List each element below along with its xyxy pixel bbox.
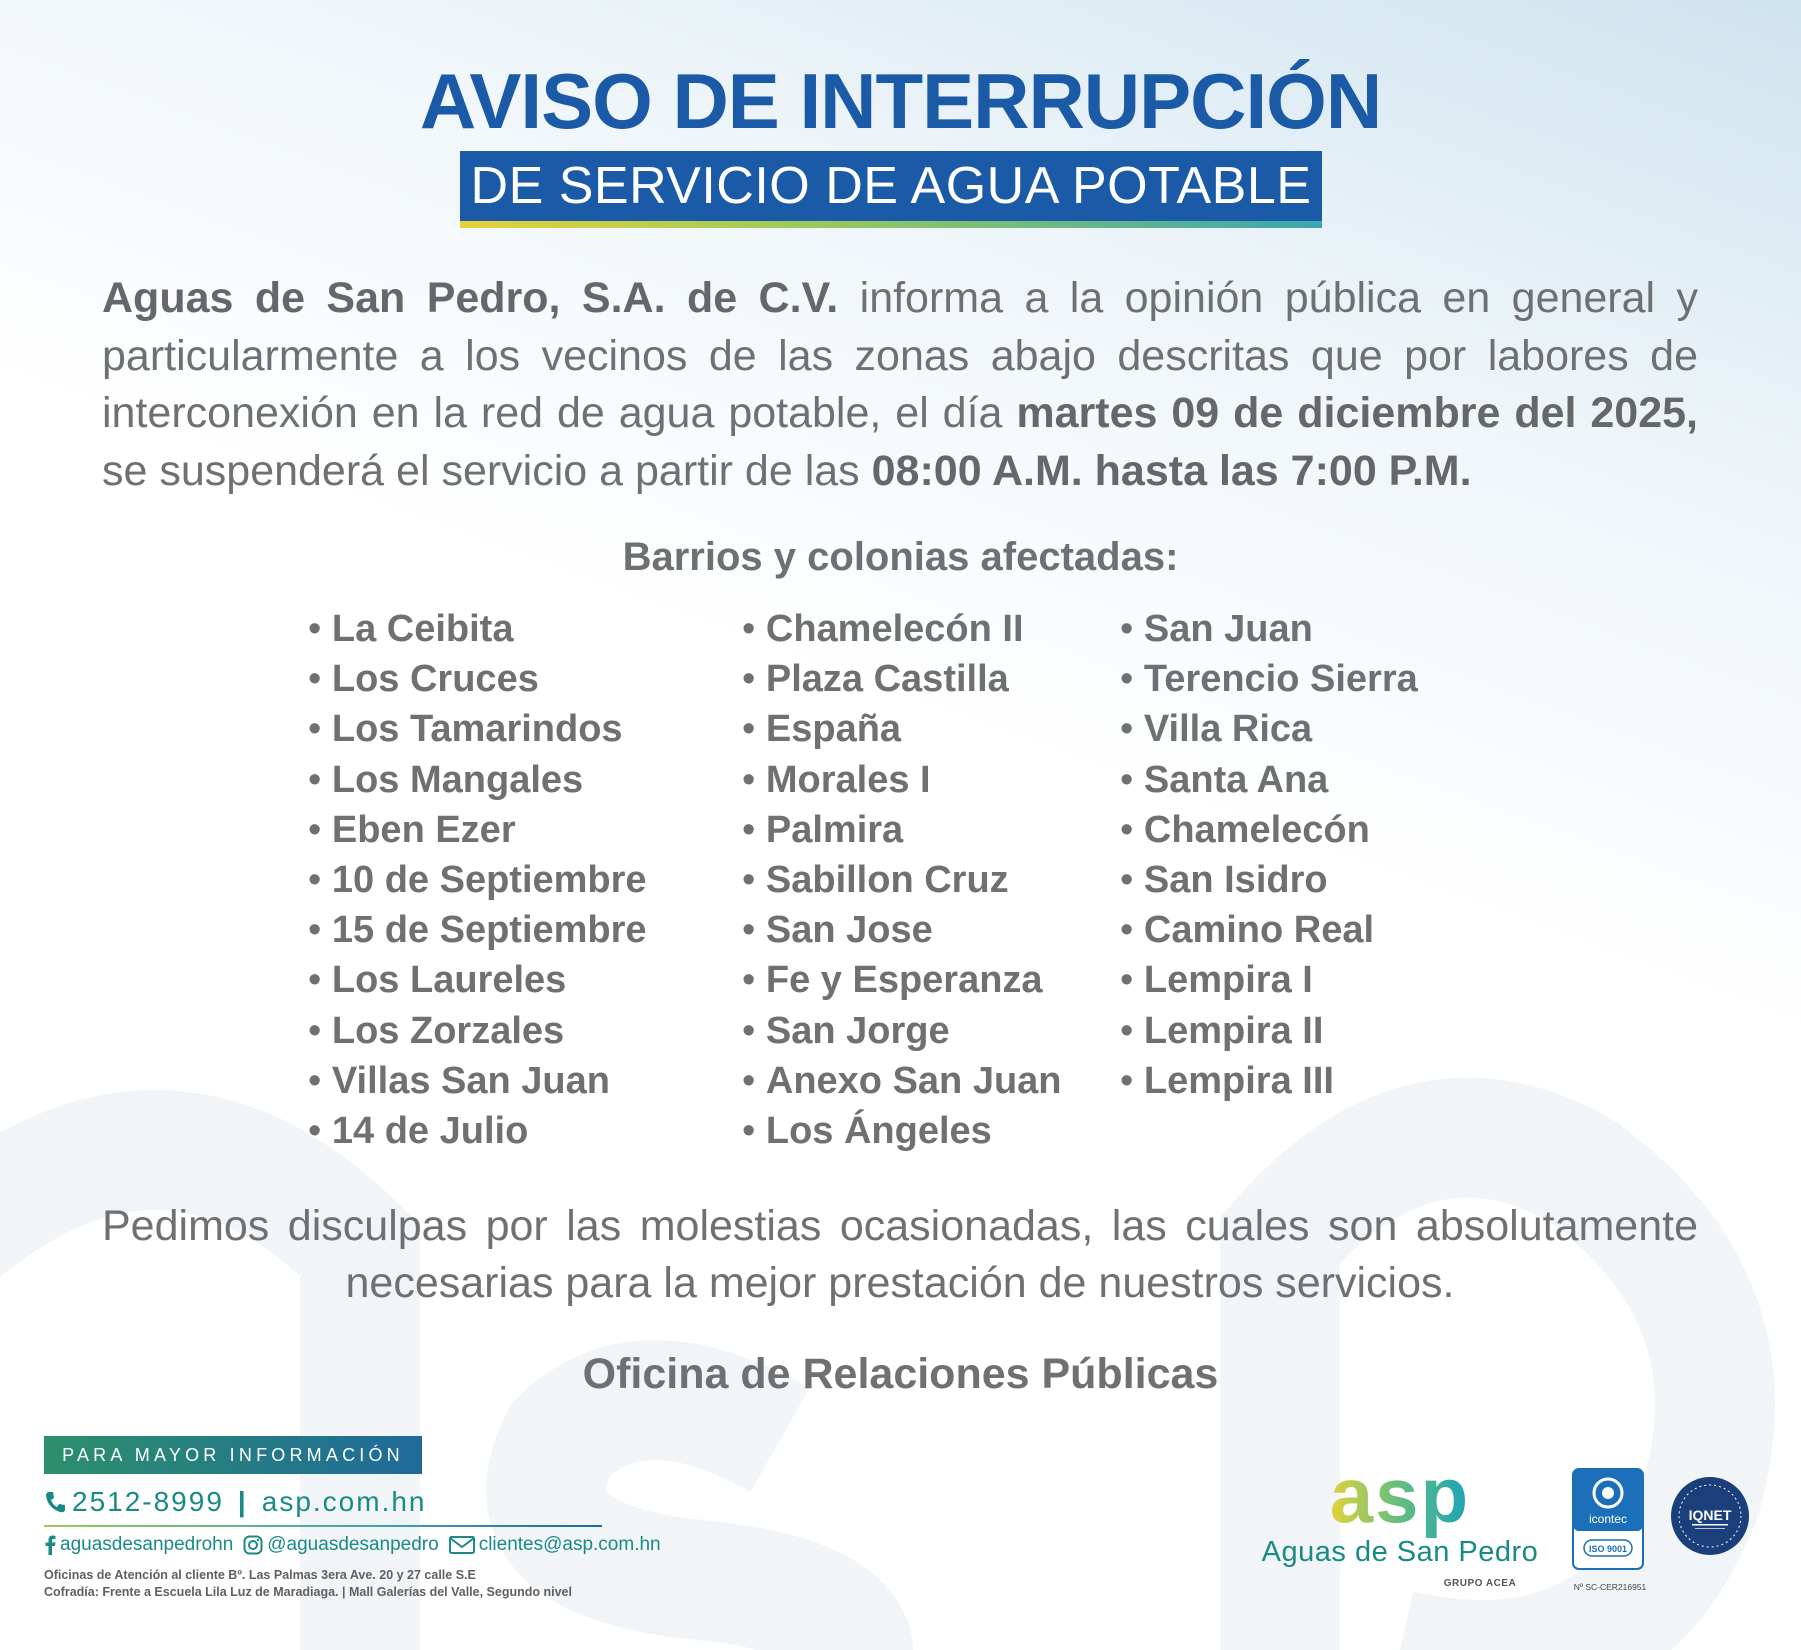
contact-line [44, 1482, 604, 1522]
intro-paragraph [102, 270, 1698, 500]
office-addresses [44, 1567, 744, 1601]
company-name: Aguas de San Pedro, S.A. de C.V. [102, 274, 839, 322]
list-item: • Los Ángeles [742, 1106, 1062, 1156]
phone-icon [44, 1490, 66, 1514]
list-item: • Morales I [742, 755, 1062, 805]
instagram-handle: @aguasdesanpedro [267, 1534, 439, 1555]
interruption-date: martes 09 de diciembre del 2025, [1016, 389, 1698, 437]
list-item: • Lempira II [1120, 1006, 1418, 1056]
list-item: • 14 de Julio [308, 1106, 647, 1156]
asp-company-name: Aguas de San Pedro [1261, 1536, 1539, 1568]
list-item: • Los Laureles [308, 955, 647, 1005]
facebook-icon [44, 1535, 56, 1555]
list-item: • Los Zorzales [308, 1006, 647, 1056]
iqnet-certification-seal [1670, 1476, 1750, 1556]
list-item: • Lempira III [1120, 1056, 1418, 1106]
notice-subtitle: DE SERVICIO DE AGUA POTABLE [470, 157, 1312, 215]
list-item: • Chamelecón II [742, 604, 1062, 654]
signature-office: Oficina de Relaciones Públicas [582, 1350, 1219, 1398]
icontec-certification-seal [1572, 1468, 1644, 1570]
list-item: • Anexo San Juan [742, 1056, 1062, 1106]
email-link[interactable] [449, 1534, 661, 1556]
list-item: • Santa Ana [1120, 755, 1418, 805]
mail-icon [449, 1536, 475, 1554]
affected-areas-heading: Barrios y colonias afectadas: [622, 535, 1179, 579]
list-item: • Plaza Castilla [742, 654, 1062, 704]
facebook-link[interactable] [44, 1534, 233, 1556]
list-item: • Los Mangales [308, 755, 647, 805]
list-item: • San Isidro [1120, 855, 1418, 905]
list-item: • 10 de Septiembre [308, 855, 647, 905]
icontec-iso-label: ISO 9001 [1588, 1544, 1628, 1554]
apology-paragraph: Pedimos disculpas por las molestias ocasionadas, las cuales son absolutamente necesarias para la mejor prestación de nuestros servicios. [102, 1202, 1698, 1307]
phone-number[interactable]: 2512-8999 [72, 1486, 224, 1517]
office-address-line: Cofradía: Frente a Escuela Lila Luz de Maradiaga. | Mall Galerías del Valle, Segundo nivel [44, 1585, 572, 1599]
list-item: • Camino Real [1120, 905, 1418, 955]
list-item: • Eben Ezer [308, 805, 647, 855]
affected-areas-column-1 [308, 604, 647, 1156]
iqnet-label: IQNET [1688, 1507, 1732, 1523]
subtitle-banner-accent [460, 221, 1322, 228]
website-link[interactable]: asp.com.hn [261, 1486, 427, 1517]
instagram-icon [243, 1535, 263, 1555]
list-item: • 15 de Septiembre [308, 905, 647, 955]
list-item: • Lempira I [1120, 955, 1418, 1005]
list-item: • Chamelecón [1120, 805, 1418, 855]
facebook-handle: aguasdesanpedrohn [60, 1534, 234, 1555]
list-item: • San Jorge [742, 1006, 1062, 1056]
list-item: • Fe y Esperanza [742, 955, 1062, 1005]
office-address-line: Oficinas de Atención al cliente Bº. Las Palmas 3era Ave. 20 y 27 calle S.E [44, 1568, 476, 1582]
list-item: • La Ceibita [308, 604, 647, 654]
asp-group-label: GRUPO ACEA [1443, 1578, 1517, 1589]
contact-divider [44, 1525, 602, 1527]
icontec-certificate-number: Nº SC-CER216951 [1573, 1582, 1647, 1592]
list-item: • San Jose [742, 905, 1062, 955]
list-item: • Sabillon Cruz [742, 855, 1062, 905]
more-info-badge: PARA MAYOR INFORMACIÓN [44, 1436, 422, 1474]
notice-title: AVISO DE INTERRUPCIÓN [419, 57, 1382, 145]
instagram-link[interactable] [243, 1534, 438, 1556]
list-item: • Villas San Juan [308, 1056, 647, 1106]
email-address: clientes@asp.com.hn [478, 1534, 661, 1555]
list-item: • Palmira [742, 805, 1062, 855]
affected-areas-column-2 [742, 604, 1062, 1156]
list-item: • España [742, 704, 1062, 754]
intro-text-1: informa a la opinión pública en general y particularmente a los vecinos de las zonas abajo descritas que por labores de interconexión en la red de agua potable, el día [102, 274, 1699, 437]
contact-separator: | [237, 1486, 248, 1517]
list-item: • Los Tamarindos [308, 704, 647, 754]
social-links [44, 1530, 671, 1560]
icontec-label: icontec [1588, 1512, 1628, 1526]
list-item: • San Juan [1120, 604, 1418, 654]
list-item: • Villa Rica [1120, 704, 1418, 754]
affected-areas-column-3 [1120, 604, 1418, 1106]
intro-text-2: se suspenderá el servicio a partir de las [102, 446, 872, 495]
list-item: • Los Cruces [308, 654, 647, 704]
interruption-time: 08:00 A.M. hasta las 7:00 P.M. [871, 446, 1472, 495]
asp-wordmark: asp [1329, 1460, 1471, 1539]
list-item: • Terencio Sierra [1120, 654, 1418, 704]
